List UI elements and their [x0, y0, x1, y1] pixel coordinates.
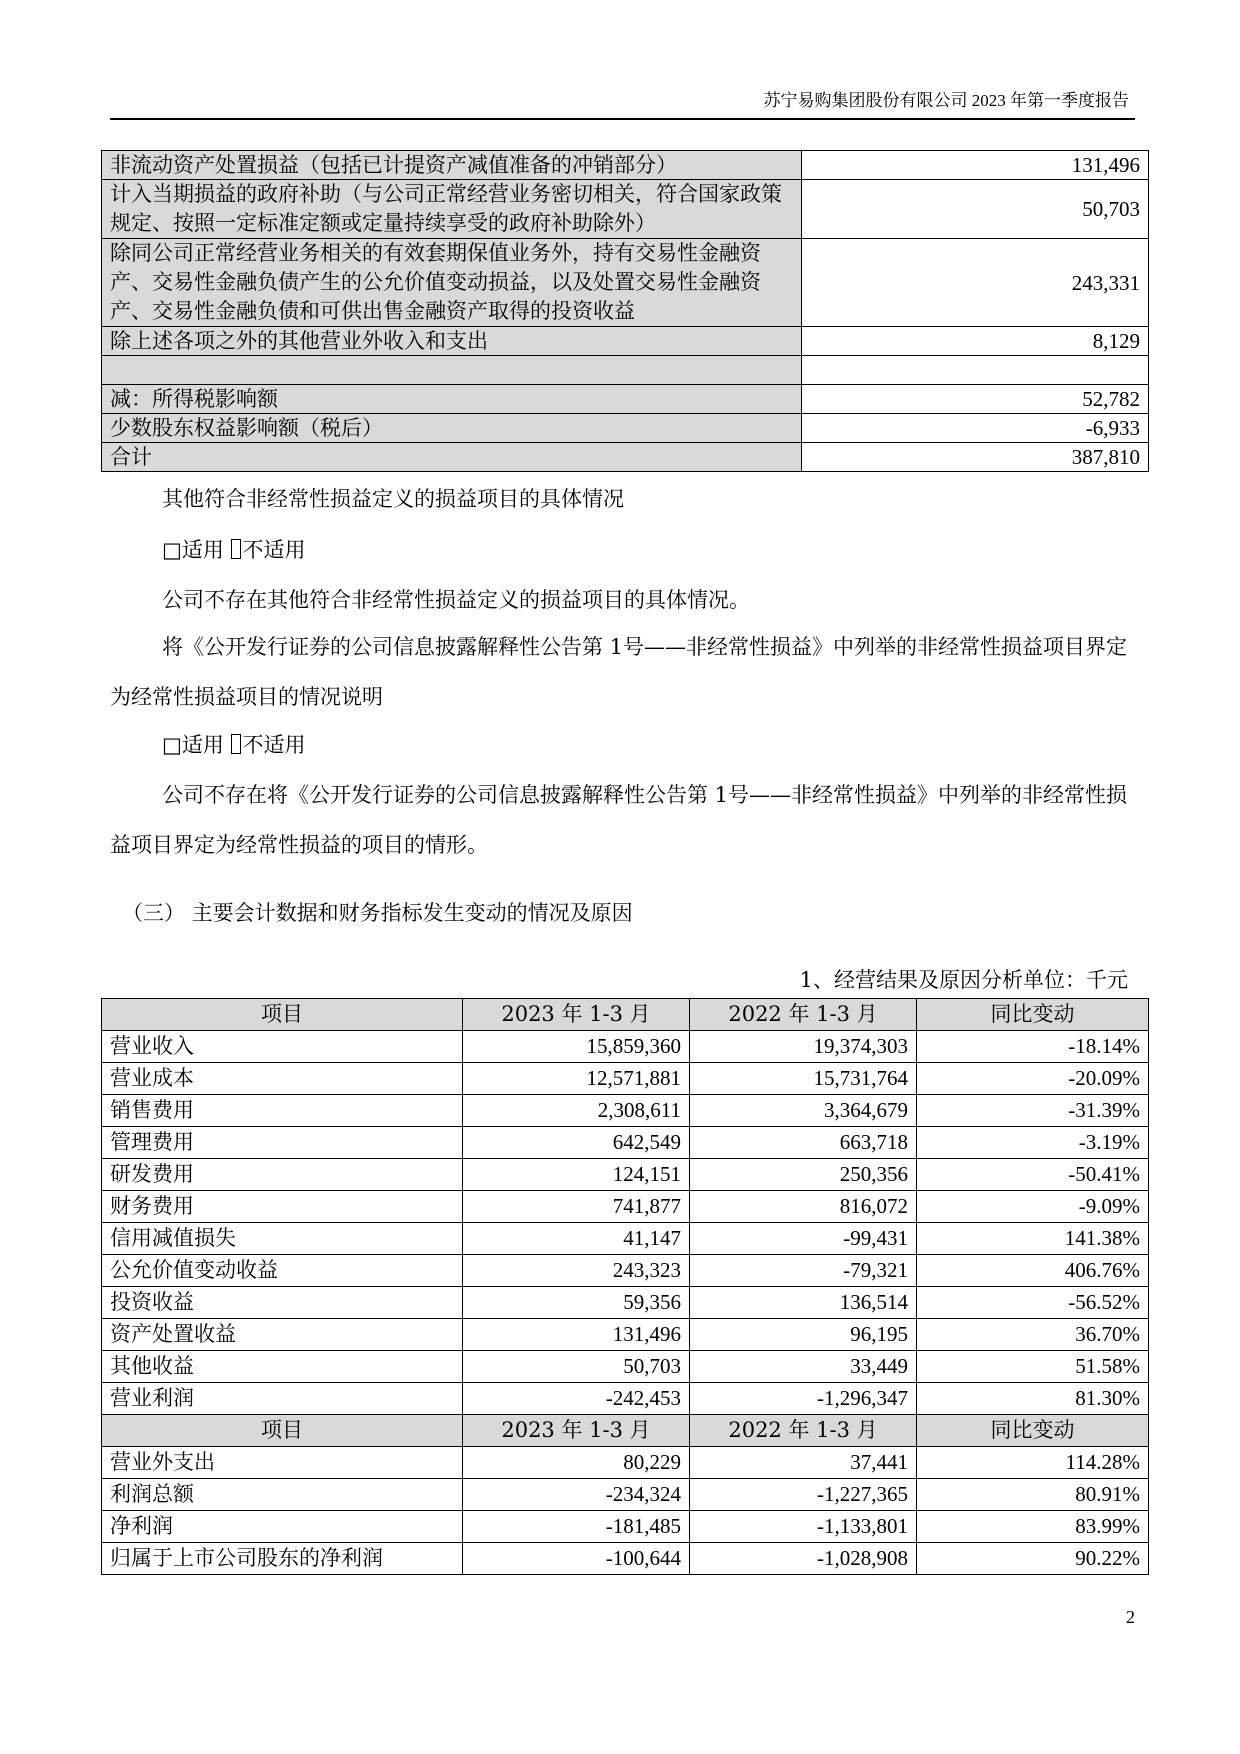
- row-label: 计入当期损益的政府补助（与公司正常经营业务密切相关，符合国家政策规定、按照一定标准定额或定量持续享受的政府补助除外）: [102, 180, 802, 239]
- value-2022: -1,227,365: [690, 1479, 917, 1511]
- value-2022: -79,321: [690, 1255, 917, 1287]
- value-2023: 2,308,611: [463, 1095, 690, 1127]
- item-name: 资产处置收益: [102, 1319, 463, 1351]
- table-row: [102, 1127, 1149, 1159]
- table-row: [102, 1383, 1149, 1415]
- not-applicable-label: 不适用: [242, 538, 306, 562]
- row-value: [802, 356, 1149, 385]
- page-header: [110, 88, 1135, 120]
- table-row: [102, 1095, 1149, 1127]
- header-title: 苏宁易购集团股份有限公司 2023 年第一季度报告: [763, 91, 1129, 110]
- page-number: 2: [1126, 1607, 1135, 1627]
- column-header: 项目: [102, 1415, 463, 1447]
- table-header-row: [102, 999, 1149, 1031]
- item-name: 投资收益: [102, 1287, 463, 1319]
- row-value: 131,496: [802, 151, 1149, 180]
- table-row: [102, 1031, 1149, 1063]
- section-heading: （三） 主要会计数据和财务指标发生变动的情况及原因: [122, 901, 633, 925]
- yoy-change: -18.14%: [917, 1031, 1149, 1063]
- yoy-change: 51.58%: [917, 1351, 1149, 1383]
- item-name: 净利润: [102, 1511, 463, 1543]
- row-label: 合计: [102, 443, 802, 472]
- item-name: 管理费用: [102, 1127, 463, 1159]
- item-name: 营业外支出: [102, 1447, 463, 1479]
- value-2023: 131,496: [463, 1319, 690, 1351]
- item-name: 销售费用: [102, 1095, 463, 1127]
- row-value: 50,703: [802, 180, 1149, 239]
- checkbox-applicable: □: [162, 733, 182, 757]
- column-header: 同比变动: [917, 999, 1149, 1031]
- value-2023: 741,877: [463, 1191, 690, 1223]
- table-row-empty: [102, 356, 1149, 385]
- value-2022: 37,441: [690, 1447, 917, 1479]
- value-2023: 50,703: [463, 1351, 690, 1383]
- column-header: 2022 年 1-3 月: [690, 1415, 917, 1447]
- item-name: 营业成本: [102, 1063, 463, 1095]
- applicability-line-1: [110, 535, 1135, 565]
- yoy-change: 81.30%: [917, 1383, 1149, 1415]
- column-header: 2023 年 1-3 月: [463, 999, 690, 1031]
- value-2023: 12,571,881: [463, 1063, 690, 1095]
- value-2022: 250,356: [690, 1159, 917, 1191]
- row-value: 8,129: [802, 327, 1149, 356]
- row-label: 除上述各项之外的其他营业外收入和支出: [102, 327, 802, 356]
- value-2023: -242,453: [463, 1383, 690, 1415]
- table-header-row: [102, 1415, 1149, 1447]
- row-label: 除同公司正常经营业务相关的有效套期保值业务外，持有交易性金融资产、交易性金融负债产生的公允价值变动损益，以及处置交易性金融资产、交易性金融负债和可供出售金融资产取得的投资收益: [102, 239, 802, 327]
- value-2022: -1,133,801: [690, 1511, 917, 1543]
- yoy-change: 141.38%: [917, 1223, 1149, 1255]
- value-2023: -100,644: [463, 1543, 690, 1575]
- yoy-change: 80.91%: [917, 1479, 1149, 1511]
- item-name: 研发费用: [102, 1159, 463, 1191]
- row-label: 少数股东权益影响额（税后）: [102, 414, 802, 443]
- value-2022: 96,195: [690, 1319, 917, 1351]
- item-name: 营业利润: [102, 1383, 463, 1415]
- not-applicable-label: 不适用: [242, 733, 306, 757]
- applicable-label: 适用: [181, 733, 231, 757]
- item-name: 其他收益: [102, 1351, 463, 1383]
- table-row: [102, 327, 1149, 356]
- yoy-change: -31.39%: [917, 1095, 1149, 1127]
- value-2022: -99,431: [690, 1223, 917, 1255]
- row-label: 减：所得税影响额: [102, 385, 802, 414]
- table-row: [102, 1287, 1149, 1319]
- value-2022: 3,364,679: [690, 1095, 917, 1127]
- yoy-change: -9.09%: [917, 1191, 1149, 1223]
- item-name: 公允价值变动收益: [102, 1255, 463, 1287]
- value-2022: 663,718: [690, 1127, 917, 1159]
- table-row: [102, 1191, 1149, 1223]
- paragraph-other-items-heading: 其他符合非经常性损益定义的损益项目的具体情况: [162, 487, 624, 511]
- table-row: [102, 385, 1149, 414]
- value-2023: 243,323: [463, 1255, 690, 1287]
- item-name: 财务费用: [102, 1191, 463, 1223]
- value-2023: -181,485: [463, 1511, 690, 1543]
- item-name: 利润总额: [102, 1479, 463, 1511]
- column-header: 项目: [102, 999, 463, 1031]
- yoy-change: -50.41%: [917, 1159, 1149, 1191]
- item-name: 信用减值损失: [102, 1223, 463, 1255]
- yoy-change: 83.99%: [917, 1511, 1149, 1543]
- yoy-change: -56.52%: [917, 1287, 1149, 1319]
- yoy-change: 406.76%: [917, 1255, 1149, 1287]
- value-2023: 15,859,360: [463, 1031, 690, 1063]
- table-row: [102, 1223, 1149, 1255]
- column-header: 同比变动: [917, 1415, 1149, 1447]
- item-name: 归属于上市公司股东的净利润: [102, 1543, 463, 1575]
- table-row: [102, 1511, 1149, 1543]
- value-2022: 15,731,764: [690, 1063, 917, 1095]
- value-2022: 816,072: [690, 1191, 917, 1223]
- table-row: [102, 239, 1149, 327]
- table-row: [102, 1447, 1149, 1479]
- yoy-change: 36.70%: [917, 1319, 1149, 1351]
- value-2023: 124,151: [463, 1159, 690, 1191]
- value-2023: -234,324: [463, 1479, 690, 1511]
- value-2023: 80,229: [463, 1447, 690, 1479]
- table-row: [102, 1319, 1149, 1351]
- paragraph-no-other-items: 公司不存在其他符合非经常性损益定义的损益项目的具体情况。: [162, 588, 750, 612]
- value-2022: -1,296,347: [690, 1383, 917, 1415]
- table-row: [102, 1063, 1149, 1095]
- table-row-total: [102, 443, 1149, 472]
- checkbox-not-applicable-icon: [231, 734, 241, 754]
- yoy-change: -3.19%: [917, 1127, 1149, 1159]
- yoy-change: -20.09%: [917, 1063, 1149, 1095]
- operating-results-table: [101, 998, 1149, 1575]
- table-row: [102, 1351, 1149, 1383]
- value-2023: 41,147: [463, 1223, 690, 1255]
- value-2022: -1,028,908: [690, 1543, 917, 1575]
- item-name: 营业收入: [102, 1031, 463, 1063]
- table-row: [102, 1255, 1149, 1287]
- table-row: [102, 151, 1149, 180]
- row-label: [102, 356, 802, 385]
- yoy-change: 114.28%: [917, 1447, 1149, 1479]
- table-row: [102, 1479, 1149, 1511]
- value-2022: 33,449: [690, 1351, 917, 1383]
- table-row: [102, 414, 1149, 443]
- checkbox-applicable: □: [162, 538, 182, 562]
- value-2022: 19,374,303: [690, 1031, 917, 1063]
- paragraph-no-reclassification: 公司不存在将《公开发行证券的公司信息披露解释性公告第 1号——非经常性损益》中列举的非经常性损益项目界定为经常性损益的项目的情形。: [110, 783, 1128, 857]
- value-2022: 136,514: [690, 1287, 917, 1319]
- value-2023: 59,356: [463, 1287, 690, 1319]
- table-row: [102, 1543, 1149, 1575]
- applicable-label: 适用: [181, 538, 231, 562]
- paragraph-reclassification-note: 将《公开发行证券的公司信息披露解释性公告第 1号——非经常性损益》中列举的非经常性损益项目界定为经常性损益项目的情况说明: [110, 635, 1128, 709]
- row-label: 非流动资产处置损益（包括已计提资产减值准备的冲销部分）: [102, 151, 802, 180]
- row-value: 387,810: [802, 443, 1149, 472]
- value-2023: 642,549: [463, 1127, 690, 1159]
- table-row: [102, 180, 1149, 239]
- table-row: [102, 1159, 1149, 1191]
- non-recurring-items-table: [101, 150, 1149, 472]
- row-value: 243,331: [802, 239, 1149, 327]
- checkbox-not-applicable-icon: [231, 539, 241, 559]
- applicability-line-2: [110, 730, 1135, 760]
- column-header: 2022 年 1-3 月: [690, 999, 917, 1031]
- table-caption-unit: 1、经营结果及原因分析单位：千元: [799, 968, 1128, 992]
- yoy-change: 90.22%: [917, 1543, 1149, 1575]
- column-header: 2023 年 1-3 月: [463, 1415, 690, 1447]
- row-value: -6,933: [802, 414, 1149, 443]
- row-value: 52,782: [802, 385, 1149, 414]
